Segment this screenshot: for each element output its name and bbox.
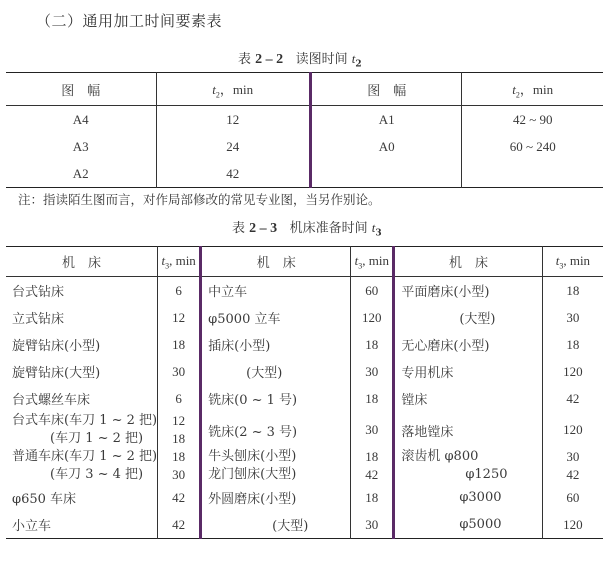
table-row (6, 106, 603, 134)
machine-name: (车刀 1 ~ 2 把) (50, 431, 144, 446)
machine-cell: 台式钻床 (6, 277, 158, 305)
time-cell: 60 (351, 277, 394, 305)
machine-name: 牛头刨床(小型) (208, 449, 297, 464)
time-cell: 18 (172, 336, 186, 352)
unit-label: ，min (219, 81, 254, 97)
machine-name: (车刀 3 ~ 4 把) (50, 467, 144, 482)
time-cell: 30 (172, 363, 186, 379)
time-cell: 30 (351, 358, 394, 385)
size-cell (310, 160, 462, 188)
time-cell: 30 (351, 511, 394, 539)
machine-name: 台式车床(车刀 1 ~ 2 把) (12, 413, 158, 428)
machine-cell: 镗床 (394, 385, 542, 412)
table-row (6, 331, 603, 358)
time-cell (351, 448, 394, 484)
time-cell: 120 (563, 516, 583, 532)
machine-cell: 落地镗床 (394, 412, 542, 448)
size-cell: A4 (6, 106, 156, 134)
size-cell: A1 (310, 106, 462, 134)
time-value: 30 (172, 467, 186, 482)
symbol-sub: 2 (515, 90, 520, 100)
caption-text: 读图时间 (295, 52, 348, 67)
machine-name: 滚齿机 φ800 (401, 449, 479, 464)
machine-name: φ1250 (465, 467, 508, 482)
time-cell: 12 (226, 111, 240, 127)
machine-cell: 小立车 (6, 511, 158, 539)
machine-name: 龙门刨床(大型) (208, 467, 297, 482)
machine-name: 普通车床(车刀 1 ~ 2 把) (12, 449, 158, 464)
time-cell: 12 (172, 309, 186, 325)
header-time (158, 247, 201, 277)
symbol-t: t (555, 252, 560, 268)
table-header-row (6, 73, 603, 106)
time-cell: 60 ~ 240 (509, 138, 556, 154)
table-row (6, 277, 603, 305)
time-cell: 30 (566, 309, 580, 325)
table-2-2-note: 注：指读陌生图而言，对作局部修改的常见专业图，当另作别论。 (18, 192, 381, 207)
caption-text: 机床准备时间 (289, 221, 368, 236)
caption-subscript: 2 (355, 59, 362, 70)
time-cell: 18 (351, 385, 394, 412)
unit-label: , min (362, 252, 389, 268)
table-2-3-machine-prep-time (6, 246, 603, 539)
time-cell: 18 (566, 336, 580, 352)
time-cell: 42 (226, 165, 240, 181)
unit-label: , min (563, 252, 591, 268)
machine-cell: φ650 车床 (6, 484, 158, 511)
machine-cell: 专用机床 (394, 358, 542, 385)
machine-cell: φ5000 立车 (201, 304, 351, 331)
machine-cell (6, 412, 158, 448)
machine-cell: 外圆磨床(小型) (201, 484, 351, 511)
machine-cell: (大型) (394, 304, 542, 331)
unit-label: ，min (519, 81, 554, 97)
machine-cell: 无心磨床(小型) (394, 331, 542, 358)
machine-cell: 平面磨床(小型) (394, 277, 542, 305)
time-cell: 120 (563, 422, 583, 437)
time-cell: 6 (175, 390, 182, 406)
table-row (6, 385, 603, 412)
caption-symbol: t (371, 220, 376, 235)
machine-cell: 铣床(2 ~ 3 号) (201, 412, 351, 448)
time-cell: 42 (172, 516, 186, 532)
caption-number: 2 – 2 (255, 52, 284, 67)
table-2-3-caption (232, 217, 382, 239)
time-cell: 42 (566, 390, 580, 406)
time-value: 18 (172, 431, 186, 446)
time-cell: 42 ~ 90 (512, 111, 553, 127)
symbol-t: t (212, 81, 216, 97)
symbol-sub: 3 (165, 261, 170, 271)
machine-cell (6, 448, 158, 484)
time-cell (158, 448, 201, 484)
header-size-right: 图 幅 (310, 73, 462, 106)
table-row (6, 160, 603, 188)
size-cell: A3 (6, 133, 156, 160)
caption-number: 2 – 3 (249, 221, 278, 236)
machine-cell: 插床(小型) (201, 331, 351, 358)
time-cell: 120 (351, 304, 394, 331)
time-cell: 24 (226, 138, 240, 154)
time-cell: 18 (566, 282, 580, 298)
size-cell: A0 (310, 133, 462, 160)
header-size-left: 图 幅 (6, 73, 156, 106)
header-machine: 机 床 (6, 247, 158, 277)
header-time (351, 247, 394, 277)
time-cell (462, 160, 603, 188)
table-header-row (6, 247, 603, 277)
unit-label: , min (169, 252, 196, 268)
time-cell: 30 (351, 412, 394, 448)
time-cell: 6 (175, 282, 182, 298)
machine-cell (394, 448, 542, 484)
table-row (6, 412, 603, 448)
time-value: 12 (172, 413, 186, 428)
table-2-2-caption (238, 48, 362, 70)
header-time-right (462, 73, 603, 106)
machine-cell: (大型) (201, 511, 351, 539)
machine-cell: 旋臂钻床(小型) (6, 331, 158, 358)
size-cell: A2 (6, 160, 156, 188)
header-machine: 机 床 (394, 247, 542, 277)
caption-prefix: 表 (238, 52, 252, 67)
table-row (6, 511, 603, 539)
symbol-sub: 2 (215, 90, 220, 100)
section-title: （二）通用加工时间要素表 (36, 12, 223, 30)
time-cell: 120 (563, 363, 583, 379)
header-time (542, 247, 603, 277)
symbol-sub: 3 (559, 261, 564, 271)
time-value: 42 (365, 467, 379, 482)
time-value: 18 (172, 449, 186, 464)
machine-cell: φ5000 (394, 511, 542, 539)
machine-cell: 中立车 (201, 277, 351, 305)
time-cell (158, 412, 201, 448)
time-cell: 42 (172, 489, 186, 505)
time-cell (542, 448, 603, 484)
time-cell: 18 (351, 331, 394, 358)
header-machine: 机 床 (201, 247, 351, 277)
symbol-sub: 3 (358, 261, 363, 271)
machine-cell: 旋臂钻床(大型) (6, 358, 158, 385)
table-row (6, 484, 603, 511)
table-row (6, 304, 603, 331)
table-row (6, 358, 603, 385)
time-value: 18 (365, 449, 379, 464)
caption-prefix: 表 (232, 221, 246, 236)
symbol-t: t (161, 252, 166, 268)
machine-cell: φ3000 (394, 484, 542, 511)
symbol-t: t (512, 81, 516, 97)
symbol-t: t (354, 252, 359, 268)
machine-cell (201, 448, 351, 484)
machine-cell: 台式螺丝车床 (6, 385, 158, 412)
machine-cell: (大型) (201, 358, 351, 385)
header-time-left (156, 73, 310, 106)
time-value: 42 (566, 467, 580, 482)
machine-cell: 铣床(0 ~ 1 号) (201, 385, 351, 412)
time-cell: 60 (566, 489, 580, 505)
time-value: 30 (566, 449, 580, 464)
table-2-2-reading-time (6, 72, 603, 188)
table-row (6, 133, 603, 160)
machine-cell: 立式钻床 (6, 304, 158, 331)
caption-symbol: t (351, 51, 356, 66)
table-row (6, 448, 603, 484)
caption-subscript: 3 (375, 228, 382, 239)
time-cell: 18 (351, 484, 394, 511)
